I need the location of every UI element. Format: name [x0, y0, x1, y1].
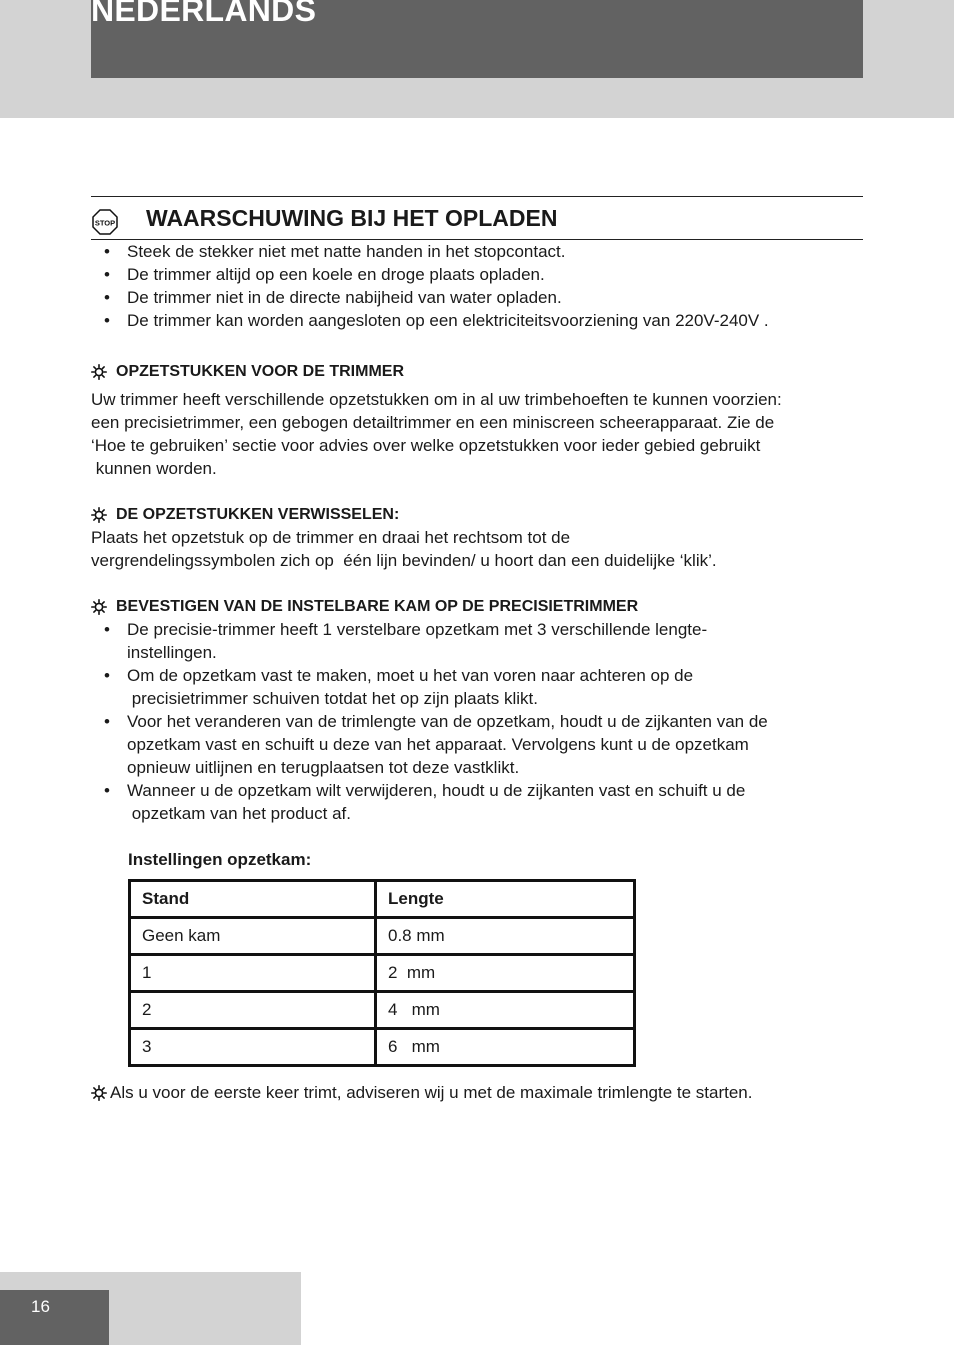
- list-item: [91, 618, 863, 664]
- comb-heading: [91, 595, 863, 618]
- page-number: 16: [31, 1297, 50, 1316]
- comb-list: [91, 618, 863, 825]
- changing-title: DE OPZETSTUKKEN VERWISSELEN:: [116, 506, 400, 523]
- sun-icon: [91, 507, 107, 523]
- table-cell: Geen kam: [130, 918, 376, 955]
- list-item: • De trimmer niet in de directe nabijheid van water opladen.: [91, 286, 863, 309]
- table-row: [130, 955, 635, 992]
- comb-title: BEVESTIGEN VAN DE INSTELBARE KAM OP DE PRECISIETRIMMER: [116, 598, 639, 615]
- table-cell: 4 mm: [376, 992, 635, 1029]
- text-line: een precisietrimmer, een gebogen detailtrimmer en een miniscreen scheerapparaat. Zie de: [91, 413, 775, 432]
- text-line: Wanneer u de opzetkam wilt verwijderen, houdt u de zijkanten vast en schuift u de: [127, 781, 746, 800]
- text-line: instellingen.: [127, 643, 217, 662]
- header-bar: [91, 0, 863, 78]
- list-item: • De trimmer altijd op een koele en droge plaats opladen.: [91, 263, 863, 286]
- stop-icon-label: STOP: [94, 218, 116, 228]
- text-line: vergrendelingssymbolen zich op één lijn bevinden/ u hoort dan een duidelijke ‘klik’.: [91, 551, 717, 570]
- page-number-box: [0, 1290, 109, 1345]
- table-cell: 3: [130, 1029, 376, 1066]
- table-row: [130, 992, 635, 1029]
- table-header-row: [130, 881, 635, 918]
- text-line: opnieuw uitlijnen en terugplaatsen tot deze vastklikt.: [127, 758, 520, 777]
- text-line: ‘Hoe te gebruiken’ sectie voor advies over welke opzetstukken voor ieder gebied gebruikt: [91, 436, 761, 455]
- sun-icon: [91, 364, 107, 380]
- list-item: [91, 664, 863, 710]
- list-item: • Steek de stekker niet met natte handen in het stopcontact.: [91, 240, 863, 263]
- language-title: NEDERLANDS: [91, 0, 317, 28]
- attachments-title: OPZETSTUKKEN VOOR DE TRIMMER: [116, 363, 405, 380]
- changing-heading: [91, 503, 863, 526]
- text-line: opzetkam van het product af.: [127, 804, 351, 823]
- tip-line: Als u voor de eerste keer trimt, adviseren wij u met de maximale trimlengte te starten.: [110, 1083, 753, 1102]
- text-line: Uw trimmer heeft verschillende opzetstukken om in al uw trimbehoeften te kunnen voorzien:: [91, 390, 782, 409]
- attachments-text: [91, 388, 863, 480]
- settings-table: [128, 879, 636, 1067]
- warning-title: WAARSCHUWING BIJ HET OPLADEN: [146, 205, 558, 231]
- changing-text: [91, 526, 863, 572]
- text-line: kunnen worden.: [91, 459, 217, 478]
- text-line: opzetkam vast en schuift u deze van het apparaat. Vervolgens kunt u de opzetkam: [127, 735, 749, 754]
- table-cell: 2: [130, 992, 376, 1029]
- list-item: • De trimmer kan worden aangesloten op een elektriciteitsvoorziening van 220V-240V .: [91, 309, 863, 332]
- table-header-cell: Lengte: [376, 881, 635, 918]
- table-cell: 6 mm: [376, 1029, 635, 1066]
- attachments-heading: [91, 360, 863, 383]
- sun-icon: [91, 599, 107, 615]
- table-cell: 2 mm: [376, 955, 635, 992]
- tip-text: [91, 1081, 863, 1104]
- text-line: Om de opzetkam vast te maken, moet u het van voren naar achteren op de: [127, 666, 694, 685]
- list-item: [91, 779, 863, 825]
- table-header-cell: Stand: [130, 881, 376, 918]
- table-row: [130, 918, 635, 955]
- text-line: Voor het veranderen van de trimlengte van de opzetkam, houdt u de zijkanten van de: [127, 712, 768, 731]
- text-line: Plaats het opzetstuk op de trimmer en draai het rechtsom tot de: [91, 528, 571, 547]
- settings-label: Instellingen opzetkam:: [128, 850, 312, 869]
- sun-icon: [91, 1085, 107, 1101]
- page-content: [91, 196, 863, 1104]
- warning-header: [91, 196, 863, 240]
- list-item: [91, 710, 863, 779]
- stop-icon: [92, 209, 118, 235]
- table-cell: 1: [130, 955, 376, 992]
- text-line: precisietrimmer schuiven totdat het op zijn plaats klikt.: [127, 689, 539, 708]
- table-row: [130, 1029, 635, 1066]
- table-cell: 0.8 mm: [376, 918, 635, 955]
- text-line: De precisie-trimmer heeft 1 verstelbare opzetkam met 3 verschillende lengte-: [127, 620, 708, 639]
- warning-list: [91, 240, 863, 332]
